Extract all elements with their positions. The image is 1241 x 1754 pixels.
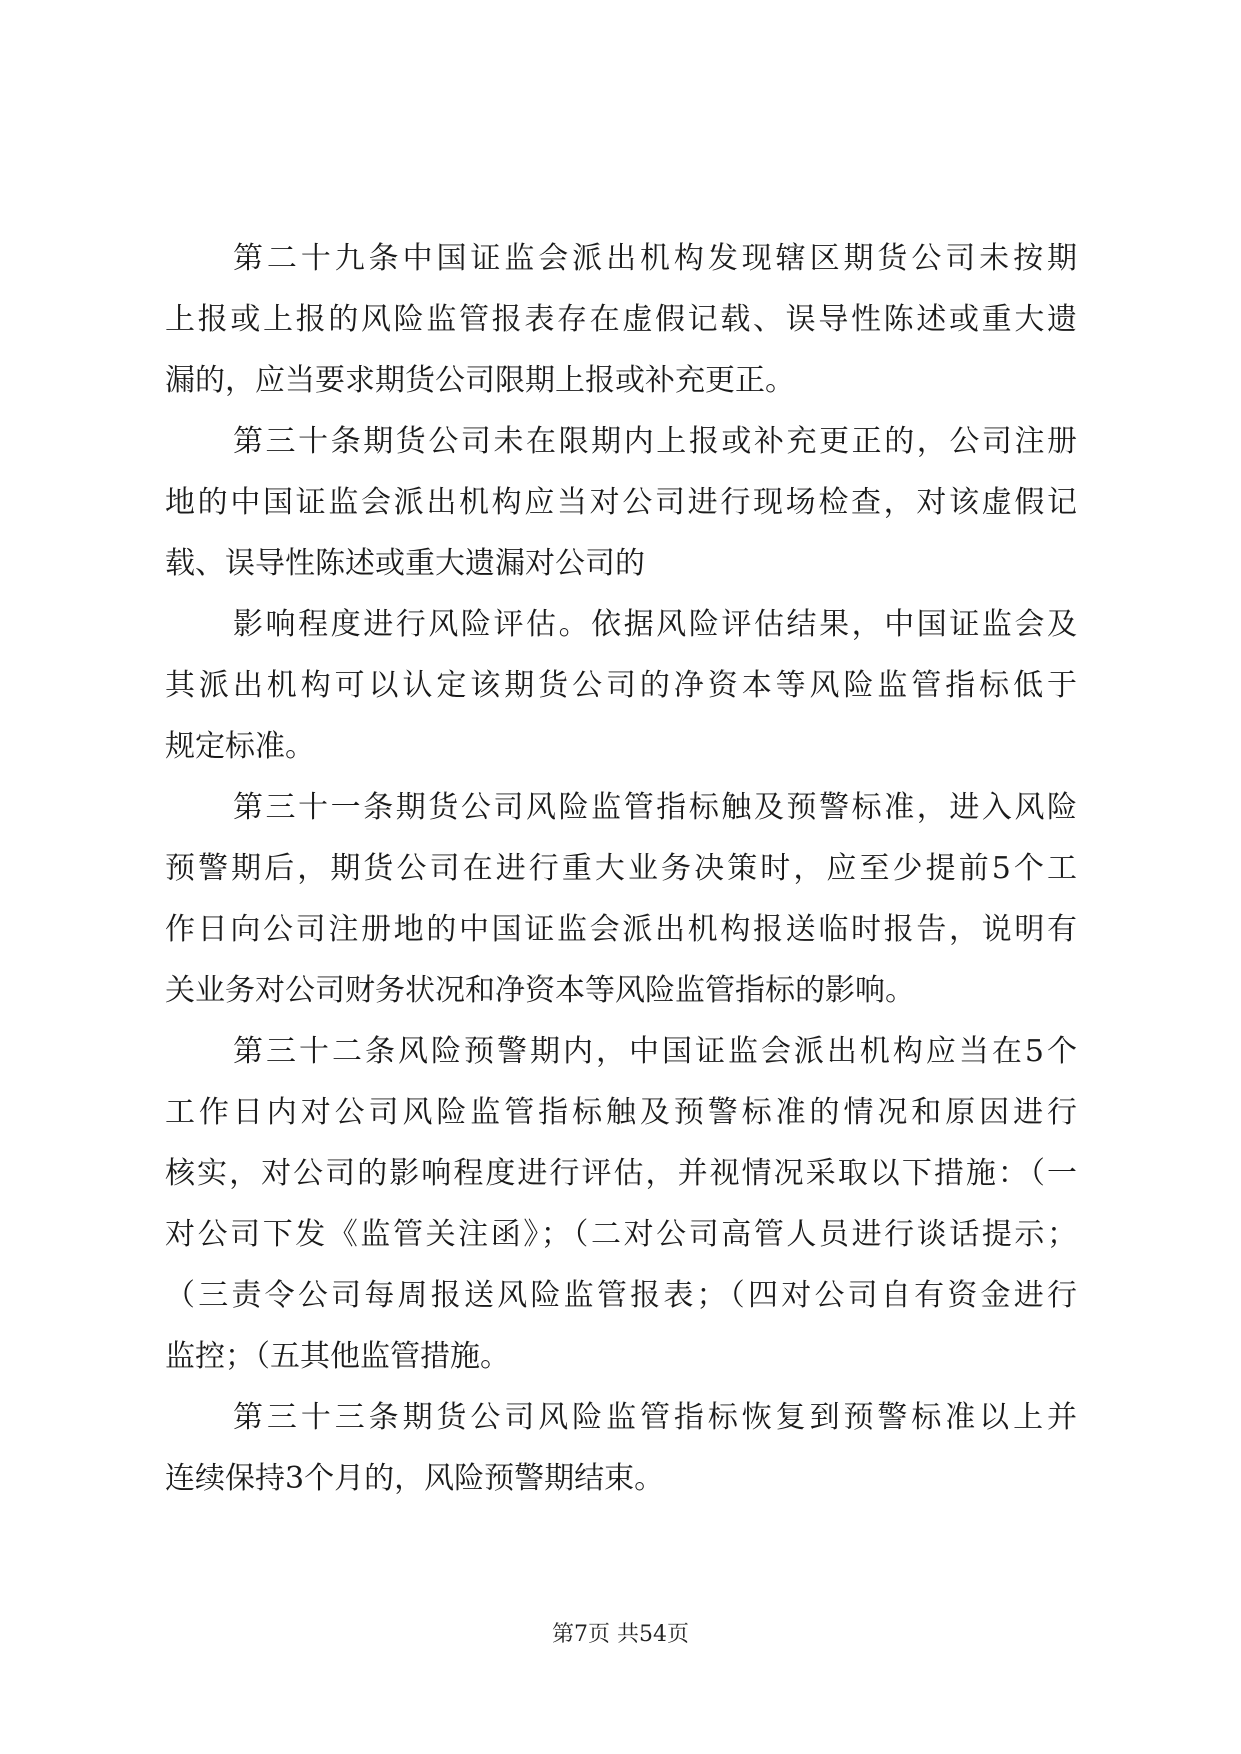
paragraph-line: 第三十一条期货公司风险监管指标触及预警标准，进入风险 [233, 790, 1077, 825]
paragraph-line: 影响程度进行风险评估。依据风险评估结果，中国证监会及 [233, 607, 1077, 642]
paragraph-line: 第三十条期货公司未在限期内上报或补充更正的，公司注册 [233, 424, 1077, 459]
paragraph-line: 关业务对公司财务状况和净资本等风险监管指标的影响。 [165, 973, 915, 1008]
paragraph-line: 上报或上报的风险监管报表存在虚假记载、误导性陈述或重大遗 [165, 302, 1077, 337]
paragraph-line: 监控；（五其他监管措施。 [165, 1339, 510, 1374]
paragraph-line: （三责令公司每周报送风险监管报表；（四对公司自有资金进行 [165, 1278, 1077, 1313]
paragraph-line: 地的中国证监会派出机构应当对公司进行现场检查，对该虚假记 [165, 485, 1077, 520]
paragraph-line: 第三十二条风险预警期内，中国证监会派出机构应当在5个 [233, 1034, 1077, 1069]
paragraph-line: 作日向公司注册地的中国证监会派出机构报送临时报告，说明有 [165, 912, 1077, 947]
paragraph-line: 其派出机构可以认定该期货公司的净资本等风险监管指标低于 [165, 668, 1077, 703]
paragraph-line: 工作日内对公司风险监管指标触及预警标准的情况和原因进行 [165, 1095, 1077, 1130]
paragraph-line: 对公司下发《监管关注函》；（二对公司高管人员进行谈话提示； [165, 1217, 1077, 1252]
page-number: 第7页 共54页 [552, 1622, 689, 1647]
paragraph-line: 第二十九条中国证监会派出机构发现辖区期货公司未按期 [233, 241, 1077, 276]
paragraph-line: 核实，对公司的影响程度进行评估，并视情况采取以下措施：（一 [165, 1156, 1077, 1191]
paragraph-line: 载、误导性陈述或重大遗漏对公司的 [165, 546, 645, 581]
paragraph-line: 预警期后，期货公司在进行重大业务决策时，应至少提前5个工 [165, 851, 1077, 886]
paragraph-line: 连续保持3个月的，风险预警期结束。 [165, 1461, 665, 1496]
document-body [165, 228, 1077, 1509]
paragraph-line: 漏的，应当要求期货公司限期上报或补充更正。 [165, 363, 795, 398]
paragraph-line: 第三十三条期货公司风险监管指标恢复到预警标准以上并 [233, 1400, 1077, 1435]
paragraph-line: 规定标准。 [165, 729, 315, 764]
